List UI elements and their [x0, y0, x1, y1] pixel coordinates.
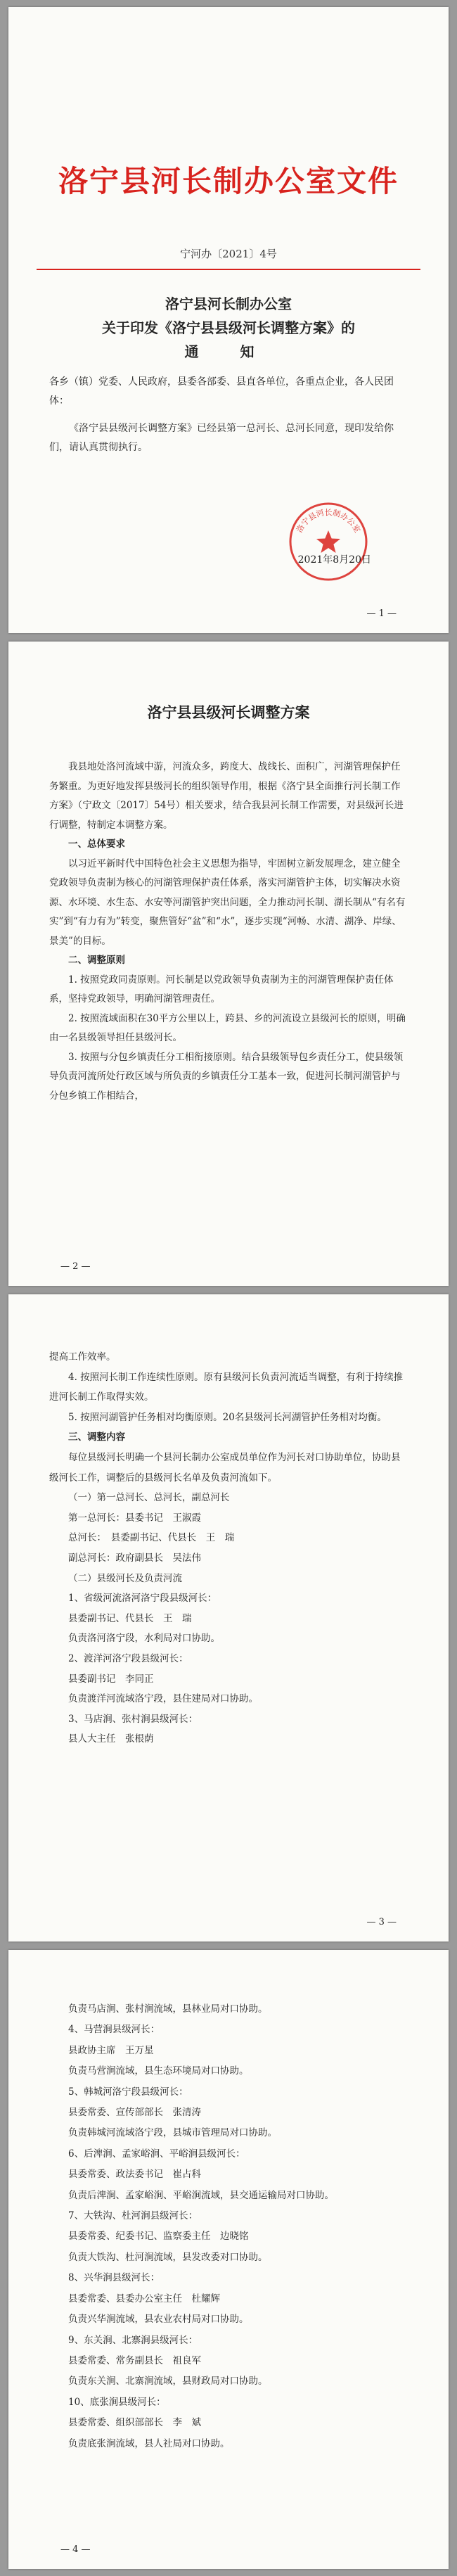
intro-paragraph: 我县地处洛河流域中游，河流众多，跨度大、战线长、面积广，河湖管理保护任务繁重。为更好地发挥县级河长的组织领导作用，根据《洛宁县全面推行河长制工作方案》（宁政文〔2017〕54号）相关要求，结合我县河长制工作需要，对县级河长进行调整，特制定本调整方案。	[49, 761, 404, 831]
river-chief: 县委常委、纪委书记、监察委主任 边晓铭	[68, 2231, 249, 2243]
page-number: — 4 —	[60, 2544, 91, 2555]
notice-heading	[8, 292, 449, 364]
page-number: — 1 —	[366, 608, 397, 619]
plan-body	[49, 1999, 408, 2454]
river-duty: 负责底张涧流域，县人社局对口协助。	[68, 2437, 230, 2449]
official-seal-icon	[286, 499, 371, 584]
principle-item: 5. 按照河湖管护任务相对均衡原则。20名县级河长河湖管护任务相对均衡。	[68, 1411, 387, 1423]
list-item: 第一总河长：县委书记 王淑霞	[68, 1512, 201, 1524]
river-heading: 1、省级河流洛河洛宁段县级河长：	[68, 1593, 217, 1605]
document-page-4	[8, 1950, 449, 2569]
salutation: 各乡（镇）党委、人民政府，县委各部委、县直各单位，各重点企业，各人民团体：	[49, 376, 394, 407]
issue-date: 2021年8月20日	[297, 554, 371, 566]
river-heading: 2、渡洋河洛宁段县级河长：	[68, 1652, 188, 1664]
list-item: 总河长： 县委副书记、代县长 王 瑞	[68, 1532, 235, 1544]
page-number: — 2 —	[60, 1261, 91, 1272]
river-heading: 5、韩城河洛宁段县级河长：	[68, 2086, 188, 2098]
list-item: 副总河长：政府副县长 吴法伟	[68, 1552, 201, 1564]
principle-item: 2. 按照流域面积在30平方公里以上，跨县、乡的河流设立县级河长的原则，明确由一名县级领导担任县级河长。	[49, 1012, 406, 1043]
river-duty: 负责韩城河流域洛宁段，县城市管理局对口协助。	[68, 2127, 277, 2139]
river-chief: 县委常委、宣传部部长 张清涛	[68, 2107, 201, 2119]
document-page-2	[8, 642, 449, 1286]
section-heading: 一、总体要求	[68, 839, 125, 850]
river-duty: 负责东关涧、北寨涧流域，县财政局对口协助。	[68, 2376, 268, 2387]
section-heading: 二、调整原则	[68, 955, 125, 966]
river-chief: 县委副书记、代县长 王 瑞	[68, 1612, 192, 1624]
subsection-heading: （一）第一总河长、总河长，副总河长	[68, 1492, 230, 1504]
plan-body	[49, 758, 408, 1106]
principle-item: 3. 按照与分包乡镇责任分工相衔接原则。结合县级领导包乡责任分工，使县级领导负责河流所处行政区域与所负责的乡镇责任分工基本一致，促进河长制河湖管护与分包乡镇工作相结合，	[49, 1051, 404, 1102]
document-page-3	[8, 1294, 449, 1941]
notice-heading-line-2: 关于印发《洛宁县县级河长调整方案》的	[102, 319, 355, 336]
river-duty: 负责后渒涧、孟家峪涧、平峪涧流域，县交通运输局对口协助。	[68, 2189, 334, 2201]
subsection-heading: （二）县级河长及负责河流	[68, 1572, 182, 1584]
plan-body	[49, 1347, 408, 1749]
notice-heading-line-1: 洛宁县河长制办公室	[165, 295, 292, 312]
river-heading: 7、大铁沟、杜河涧县级河长：	[68, 2210, 198, 2222]
river-heading: 9、东关涧、北寨涧县级河长：	[68, 2334, 198, 2346]
plan-title: 洛宁县县级河长调整方案	[147, 703, 310, 721]
header-red-divider	[37, 269, 420, 270]
river-chief: 县人大主任 张根荫	[68, 1733, 154, 1745]
river-chief: 县委常委、县委办公室主任 杜耀辉	[68, 2293, 220, 2304]
notice-heading-line-3: 通 知	[184, 343, 273, 360]
document-page-1	[8, 7, 449, 633]
river-chief: 县委常委、常务副县长 祖良军	[68, 2354, 201, 2366]
river-duty: 负责大铁沟、杜河涧流域，县发改委对口协助。	[68, 2251, 268, 2263]
document-number: 宁河办〔2021〕4号	[180, 248, 277, 260]
river-duty: 负责渡洋河流域洛宁段，县住建局对口协助。	[68, 1693, 258, 1705]
river-chief: 县委副书记 李同正	[68, 1673, 154, 1685]
river-heading: 4、马营涧县级河长：	[68, 2024, 160, 2036]
river-duty: 负责洛河洛宁段，水利局对口协助。	[68, 1633, 220, 1645]
section-paragraph: 以习近平新时代中国特色社会主义思想为指导，牢固树立新发展理念，建立健全党政领导负责制为核心的河湖管理保护责任体系，落实河湖管护主体，切实解决水资源、水环境、水生态、水安等河湖管护突出问题，全力推动河长制、湖长制从“有名有实”到“有力有为”转变，聚焦管好“盆”和“水”，逐步实现“河畅、水清、湖净、岸绿、景美”的目标。	[49, 857, 406, 947]
river-heading: 3、马店涧、张村涧县级河长：	[68, 1713, 198, 1725]
notice-paragraph: 《洛宁县县级河长调整方案》已经县第一总河长、总河长同意，现印发给你们，请认真贯彻执行。	[49, 423, 394, 453]
river-chief: 县政协主席 王万星	[68, 2044, 154, 2056]
river-chief: 县委常委、政法委书记 崔占科	[68, 2169, 201, 2181]
river-duty: 负责兴华涧流域，县农业农村局对口协助。	[68, 2314, 249, 2326]
notice-body	[49, 373, 408, 466]
river-heading: 6、后渒涧、孟家峪涧、平峪涧县级河长：	[68, 2148, 245, 2160]
river-heading: 10、底张涧县级河长：	[68, 2396, 166, 2408]
river-chief: 县委常委、组织部部长 李 斌	[68, 2417, 201, 2429]
principle-item: 1. 按照党政同责原则。河长制是以党政领导负责制为主的河湖管理保护责任体系，坚持党政领导，明确河湖管理责任。	[49, 974, 394, 1005]
river-duty: 负责马店涧、张村涧流域，县林业局对口协助。	[68, 2003, 268, 2015]
seal-text: 洛宁县河长制办公室	[295, 508, 362, 535]
river-heading: 8、兴华涧县级河长：	[68, 2272, 160, 2284]
section-paragraph: 每位县级河长明确一个县河长制办公室成员单位作为河长对口协助单位，协助县级河长工作，调整后的县级河长名单及负责河流如下。	[49, 1451, 401, 1484]
page-number: — 3 —	[366, 1917, 397, 1927]
document-header-title: 洛宁县河长制办公室文件	[58, 164, 399, 198]
principle-item: 4. 按照河长制工作连续性原则。原有县级河长负责河流适当调整，有利于持续推进河长制工作取得实效。	[49, 1371, 404, 1403]
section-heading: 三、调整内容	[68, 1432, 125, 1443]
continued-text: 提高工作效率。	[49, 1351, 116, 1363]
river-duty: 负责马营涧流域，县生态环境局对口协助。	[68, 2065, 249, 2077]
